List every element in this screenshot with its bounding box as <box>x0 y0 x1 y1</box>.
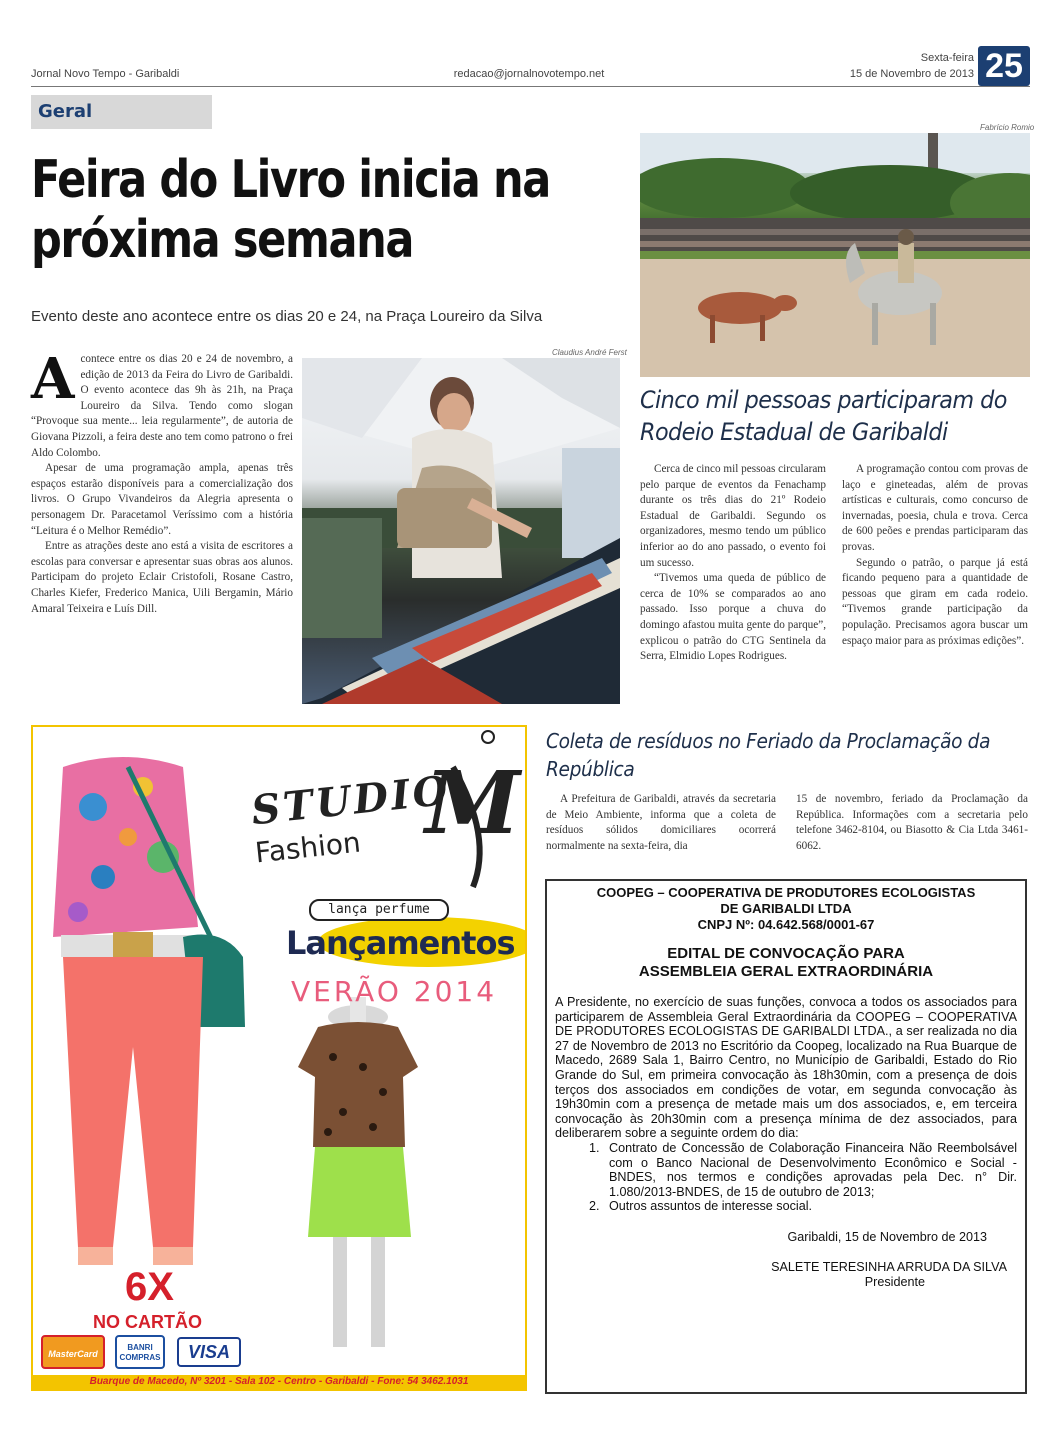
brand-m: M <box>425 753 521 854</box>
coleta-column-1 <box>546 792 776 854</box>
main-paragraph-3: Entre as atrações deste ano está a visita de escritores a escolas para conversar e apresentar suas obras aos alunos. Participam do projeto Eclair Cristofoli, Rosane Castro, Charles Kiefer, Frederico Manica, Uili Bergamin, Mário Amaral Teixeira e Luís Dill. <box>31 540 293 615</box>
rodeio-column-2 <box>842 462 1028 649</box>
banricompras-logo: BANRI COMPRAS <box>115 1335 165 1369</box>
weekday: Sexta-feira <box>920 52 974 64</box>
book-fair-photo <box>302 358 620 704</box>
mastercard-logo: MasterCard <box>41 1335 105 1369</box>
dropcap: A <box>31 346 75 412</box>
notice-signature <box>555 1260 1017 1290</box>
coleta-paragraph-1: A Prefeitura de Garibaldi, através da secretaria de Meio Ambiente, informa que a coleta de resíduos sólidos domiciliares ocorrerá normalmente na sexta-feira, dia <box>546 793 776 852</box>
agenda-item: 2. Outros assuntos de interesse social. <box>603 1199 1017 1214</box>
visa-logo: VISA <box>177 1337 241 1367</box>
coleta-paragraph-2: 15 de novembro, feriado da Proclamação da República. Informações com a secretaria pelo telefone 3462-8104, ou Biasotto & Cia Ltda 3461-6062. <box>796 793 1028 852</box>
studio-m-fashion-ad <box>31 725 527 1391</box>
section-label: Geral <box>31 95 212 129</box>
photo-credit: Fabrício Romio <box>980 123 1035 132</box>
rodeio-column-1 <box>640 462 826 665</box>
rodeo-illustration <box>640 133 1030 377</box>
main-subheadline: Evento deste ano acontece entre os dias 20 e 24, na Praça Loureiro da Silva <box>31 308 543 325</box>
main-headline: Feira do Livro inicia na próxima semana <box>31 150 550 270</box>
coleta-column-2 <box>796 792 1028 854</box>
main-paragraph-1: Acontece entre os dias 20 e 24 de novembro, a edição de 2013 da Feira do Livro de Garibaldi. O evento acontece das 9h às 21h, na Praça Loureiro da Silva. Tendo como slogan “Provoque sua mente... leia regularmente”, de autoria de Giovana Pizzoli, a feira deste ano tem como patrono o frei Aldo Colombo. <box>31 346 293 459</box>
newspaper-name: Jornal Novo Tempo - Garibaldi <box>31 68 180 80</box>
notice-cnpj: CNPJ Nº: 04.642.568/0001-67 <box>697 917 875 932</box>
contact-email: redacao@jornalnovotempo.net <box>453 68 605 80</box>
header-divider <box>31 86 1030 87</box>
rodeo-photo <box>640 133 1030 377</box>
notice-title-2: ASSEMBLEIA GERAL EXTRAORDINÁRIA <box>638 963 934 980</box>
notice-org-line-2: DE GARIBALDI LTDA <box>720 901 852 916</box>
notice-place-date: Garibaldi, 15 de Novembro de 2013 <box>787 1229 987 1244</box>
rodeio-paragraph-2: “Tivemos uma queda de público de cerca de 10% se comparados ao ano passado. Isso porque a chuva do domingo afastou muita gente do parque”, explicou o patrão do CTG Sentinela da Serra, Elmidio Lopes Rodrigues. <box>640 572 826 663</box>
rodeio-paragraph-4: Segundo o patrão, o parque já está ficando pequeno para a quantidade de pessoas que giram em cada rodeio. “Tivemos grande participação da população. Precisamos agora buscar um espaço maior para as próximas edições”. <box>842 556 1028 647</box>
installments: 6X <box>125 1265 174 1309</box>
notice-org-line-1: COOPEG – COOPERATIVA DE PRODUTORES ECOLOGISTAS <box>596 885 976 900</box>
book-fair-illustration <box>302 358 620 704</box>
brand-fashion: Fashion <box>253 825 363 870</box>
date: 15 de Novembro de 2013 <box>849 68 974 80</box>
season-label: VERÃO 2014 <box>291 975 498 1008</box>
rodeio-headline: Cinco mil pessoas participaram do Rodeio Estadual de Garibaldi <box>640 386 1007 446</box>
no-cartao: NO CARTÃO <box>93 1312 202 1332</box>
coleta-headline: Coleta de resíduos no Feriado da Proclamação da República <box>546 729 991 781</box>
agenda-item: 1. Contrato de Concessão de Colaboração Financeira Não Reembolsável com o Banco Nacional de Desenvolvimento Econômico e Social - BNDES, nos termos e condições aprovadas pela Dec. n° Dir. 1.080/2013-BNDES, de 15 de outubro de 2013; <box>603 1141 1017 1199</box>
rodeio-paragraph-1: Cerca de cinco mil pessoas circularam pelo parque de eventos da Fenachamp durante os três dias do 21º Rodeio Estadual de Garibaldi. Segundo os organizadores, mesmo tendo um público inferior ao do ano passado, o evento foi um sucesso. <box>640 463 826 569</box>
notice-title-1: EDITAL DE CONVOCAÇÃO PARA <box>667 945 905 962</box>
lanca-perfume-logo: lança perfume <box>309 899 449 921</box>
photo-credit: Claudius André Ferst <box>552 348 627 357</box>
signer-name: SALETE TERESINHA ARRUDA DA SILVA <box>771 1259 1007 1274</box>
lancamentos-banner: Lançamentos <box>286 924 515 962</box>
issue-date <box>850 50 974 82</box>
coopeg-notice <box>545 879 1027 1394</box>
notice-agenda <box>603 1141 1017 1214</box>
rodeio-paragraph-3: A programação contou com provas de laço e gineteadas, além de provas artísticas e culturais, como concurso de invernadas, poesia, chula e trova. Cerca de 600 peões e prendas participaram das provas. <box>842 463 1028 553</box>
ad-address: Buarque de Macedo, Nº 3201 - Sala 102 - Centro - Garibaldi - Fone: 54 3462.1031 <box>33 1375 525 1389</box>
signer-role: Presidente <box>864 1274 925 1289</box>
main-article-body <box>31 346 293 617</box>
main-paragraph-2: Apesar de uma programação ampla, apenas três espaços estarão disponíveis para a comercialização dos livros. O Grupo Vivandeiros da Alegria apresenta o personagem Dr. Paracetamol Veríssimo com a história “Leitura é o Melhor Remédio”. <box>31 462 293 537</box>
brand-studio: STUDIO <box>249 766 453 835</box>
notice-body: A Presidente, no exercício de suas funções, convoca a todos os associados para participarem de Assembleia Geral Extraordinária da COOPEG – COOPERATIVA DE PRODUTORES ECOLOGISTAS DE GARIBALDI LTDA., a ser realizada no dia 27 de Novembro de 2013 no Escritório da Coopeg, localizado na Rua Buarque de Macedo, 2689 Sala 1, Bairro Centro, no Município de Garibaldi, Estado do Rio Grande do Sul, em primeira convocação às 18h30min, com a presença de dois terços dos associados em condições de votar, em segunda convocação às 19h30min com a presença de metade mais um dos associados, e, em terceira convocação às 20h30min com a presença mínima de dez associados, para deliberarem sobre a seguinte ordem do dia: <box>555 995 1017 1141</box>
page-number: 25 <box>978 46 1030 86</box>
